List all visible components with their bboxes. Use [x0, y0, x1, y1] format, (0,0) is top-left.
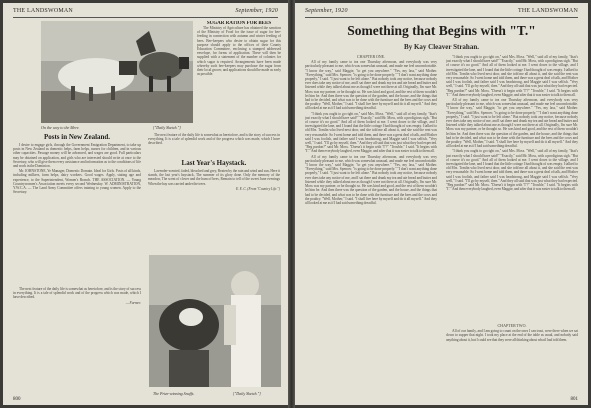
right-page	[295, 3, 588, 405]
photo-prize-winning	[149, 255, 281, 387]
left-page	[3, 3, 288, 405]
left-page-number: 800	[13, 397, 21, 402]
haystack-poem	[148, 159, 280, 254]
left-runhead-title: THE LANDSWOMAN	[13, 8, 73, 14]
sugar-ration-title: SUGAR RATION FOR BEES	[206, 21, 272, 26]
haystack-body: Lavender-scented, faded, bleached and grey, Beaten by the rain and wind and sun, Here it stands, the last year's haystack, The summer of its glory done. Only the memory of the meadow, The scent of clover and the hum of bees, Remain to tell of the sweet June evenings When the hay was carried under the trees.	[148, 169, 280, 186]
haystack-title: Last Year's Haystack.	[181, 159, 247, 167]
posts-nz-body: I desire to engage girls, through the Government Emigration Department, to take up posts in New Zealand as domestic helps, farm helps, nurses for children, and in various other capacities. Passage money will be advanced, and wages are good. Full particulars may be obtained on application, and girls who are interested should write at once to the Secretary, who will give them every assistance and information as to the conditions of life and work in the Dominion. Mr. JOHNSTONE, Ye Manager, Domestic Domain. Ideal for Girls. Posts of all kinds, including milkers, farm helps, dairy workers. Good wages. Apply, stating age and experience, to the Superintendent, Women's Branch. THE ASSOCIATION. — Young Countrywomen's Association meets every second Wednesday. W. ADMINISTRATION, Y.W.C.A. — The Land Army Committee offers training to young women. Apply to the Secretary.	[13, 143, 141, 195]
story-byline: By Kay Cleaver Strahan.	[404, 43, 479, 51]
closing-credit: — Farmer.	[125, 300, 141, 305]
right-running-head	[305, 7, 578, 18]
sugar-ration-article	[197, 21, 281, 131]
sugar-ration-continued: The next feature of the daily life is somewhat as heretofore, and is the story of success in everything. It is a tale of splendid work and of the progress which was made, which I have described.	[148, 133, 280, 146]
story-title: Something that Begins with "T."	[347, 23, 536, 38]
closing-article: The next feature of the daily life is somewhat as heretofore, and is the story of success in everything. It is a tale of splendid work and of the progress which was made, which I have described. — Farmer.	[13, 287, 141, 305]
photo1-caption: On the way to the Mere.	[41, 125, 80, 130]
photo2-credit: ["Daily Sketch."]	[233, 391, 261, 396]
prize-photo-illustration	[149, 255, 281, 387]
story-column-2: "I think you ought to go right on," said Mrs. Moss. "Well," said all of my family, "that's just exactly what I should have said!" "Exactly," said Mr. Moss, with a prodigious sigh. "But of course it's no good." And all of them looked at me. I went down to the village, and I investigated the lane, and I found that the little cottage I had thought of was empty. I talked to old Mrs. Tomlin who lived next door, and she told me all about it, and she said the rent was very reasonable. So I went home and told them, and there was a great deal of talk, and Mother said I was foolish, and father said I was headstrong, and Maggie said I was selfish. "Very well," I said. "I'll go by myself, then." And they all said that was just what they had expected. "Beg pardon?" said Mr. Moss. "Doesn't it begin with 'T'?" "Trouble," I said. "It begins with 'T.'" And then everybody laughed, even Maggie, and after that it was easier to talk to them all. All of my family came to tea one Thursday afternoon, and everybody was very particularly pleasant to me, which was somewhat unusual, and made me feel uncomfortable. "I know the way," said Maggie, "to get you anywhere." "Yes, my lass," said Mother. "Everything," said Mrs. Spencer, "is going to be done properly." "I don't want anything done properly," I said. "I just want to be left alone." But nobody took any notice, because nobody ever does take any notice of me, and I sat there and drank my tea and ate bread and butter and listened while they talked about me as though I were not there at all. Originally, I'm sure Mr. Moss was my partner, or he thought so. He was kind and good, and the rest of them wouldn't let him be. And then there was the question of the garden, and the house, and the things that had to be decided, and what was to be done with the furniture and the bees and the cows and the poultry. "Well, Mother," I said. "I shall live here by myself and do it all myself." And they all looked at me as if I had said something dreadful. "I think you ought to go right on," said Mrs. Moss. "Well," said all of my family, "that's just exactly what I should have said!" "Exactly," said Mr. Moss, with a prodigious sigh. "But of course it's no good." And all of them looked at me. I went down to the village, and I investigated the lane, and I found that the little cottage I had thought of was empty. I talked to old Mrs. Tomlin who lived next door, and she told me all about it, and she said the rent was very reasonable. So I went home and told them, and there was a great deal of talk, and Mother said I was foolish, and father said I was headstrong, and Maggie said I was selfish. "Very well," I said. "I'll go by myself, then." And they all said that was just what they had expected. "Beg pardon?" said Mr. Moss. "Doesn't it begin with 'T'?" "Trouble," I said. "It begins with 'T.'" And then everybody laughed, even Maggie, and after that it was easier to talk to them all. CHAPTER TWO. All of our family, and I am going to count on the ones I can trust, were there when we sat down to supper that night. I took my place at the end of the table as usual, and nobody said anything about it, but I could see that they were all thinking about what I had told them.	[446, 55, 578, 342]
photo2-caption: The Prize-winning Snuffs.	[153, 391, 195, 396]
left-running-head	[13, 7, 278, 18]
left-runhead-date: September, 1920	[235, 8, 278, 14]
right-page-number: 801	[570, 397, 578, 402]
photo1-credit: ["Daily Sketch."]	[153, 125, 181, 130]
sugar-ration-body: The Ministry of Agriculture has obtained the sanction of the Ministry of Food for the issue of sugar for bee-feeding in connection with autumn and winter feeding of bees. Bee-keepers who desire to obtain sugar for this purpose should apply to the offices of their County Education Committee, enclosing a stamped addressed envelope, for forms of application. These will then be supplied with a statement of the number of colonies for which sugar is required. Arrangements have been made whereby such bee-keepers may purchase the sugar from their local grocer, and applications should be made as early as possible.	[197, 26, 281, 77]
haystack-credit: E. E. C. (From "Country Life.")	[235, 186, 280, 191]
right-runhead-date: September, 1920	[305, 8, 348, 14]
posts-nz-article	[13, 133, 141, 285]
chapter-one-heading: CHAPTER ONE.	[356, 55, 386, 59]
photo-cows-to-mere	[41, 21, 193, 123]
right-runhead-title: THE LANDSWOMAN	[518, 8, 578, 14]
posts-nz-title: Posts in New Zealand.	[43, 133, 111, 141]
cows-illustration	[41, 21, 193, 123]
story-column-1: CHAPTER ONE. All of my family came to tea one Thursday afternoon, and everybody was very particularly pleasant to me, which was somewhat unusual, and made me feel uncomfortable. "I know the way," said Maggie, "to get you anywhere." "Yes, my lass," said Mother. "Everything," said Mrs. Spencer, "is going to be done properly." "I don't want anything done properly," I said. "I just want to be left alone." But nobody took any notice, because nobody ever does take any notice of me, and I sat there and drank my tea and ate bread and butter and listened while they talked about me as though I were not there at all. Originally, I'm sure Mr. Moss was my partner, or he thought so. He was kind and good, and the rest of them wouldn't let him be. And then there was the question of the garden, and the house, and the things that had to be decided, and what was to be done with the furniture and the bees and the cows and the poultry. "Well, Mother," I said. "I shall live here by myself and do it all myself." And they all looked at me as if I had said something dreadful. "I think you ought to go right on," said Mrs. Moss. "Well," said all of my family, "that's just exactly what I should have said!" "Exactly," said Mr. Moss, with a prodigious sigh. "But of course it's no good." And all of them looked at me. I went down to the village, and I investigated the lane, and I found that the little cottage I had thought of was empty. I talked to old Mrs. Tomlin who lived next door, and she told me all about it, and she said the rent was very reasonable. So I went home and told them, and there was a great deal of talk, and Mother said I was foolish, and father said I was headstrong, and Maggie said I was selfish. "Very well," I said. "I'll go by myself, then." And they all said that was just what they had expected. "Beg pardon?" said Mr. Moss. "Doesn't it begin with 'T'?" "Trouble," I said. "It begins with 'T.'" And then everybody laughed, even Maggie, and after that it was easier to talk to them all. All of my family came to tea one Thursday afternoon, and everybody was very particularly pleasant to me, which was somewhat unusual, and made me feel uncomfortable. "I know the way," said Maggie, "to get you anywhere." "Yes, my lass," said Mother. "Everything," said Mrs. Spencer, "is going to be done properly." "I don't want anything done properly," I said. "I just want to be left alone." But nobody took any notice, because nobody ever does take any notice of me, and I sat there and drank my tea and ate bread and butter and listened while they talked about me as though I were not there at all. Originally, I'm sure Mr. Moss was my partner, or he thought so. He was kind and good, and the rest of them wouldn't let him be. And then there was the question of the garden, and the house, and the things that had to be decided, and what was to be done with the furniture and the bees and the cows and the poultry. "Well, Mother," I said. "I shall live here by myself and do it all myself." And they all looked at me as if I had said something dreadful.	[305, 55, 437, 205]
chapter-two-heading: CHAPTER TWO.	[497, 323, 527, 328]
book-gutter	[288, 0, 295, 408]
